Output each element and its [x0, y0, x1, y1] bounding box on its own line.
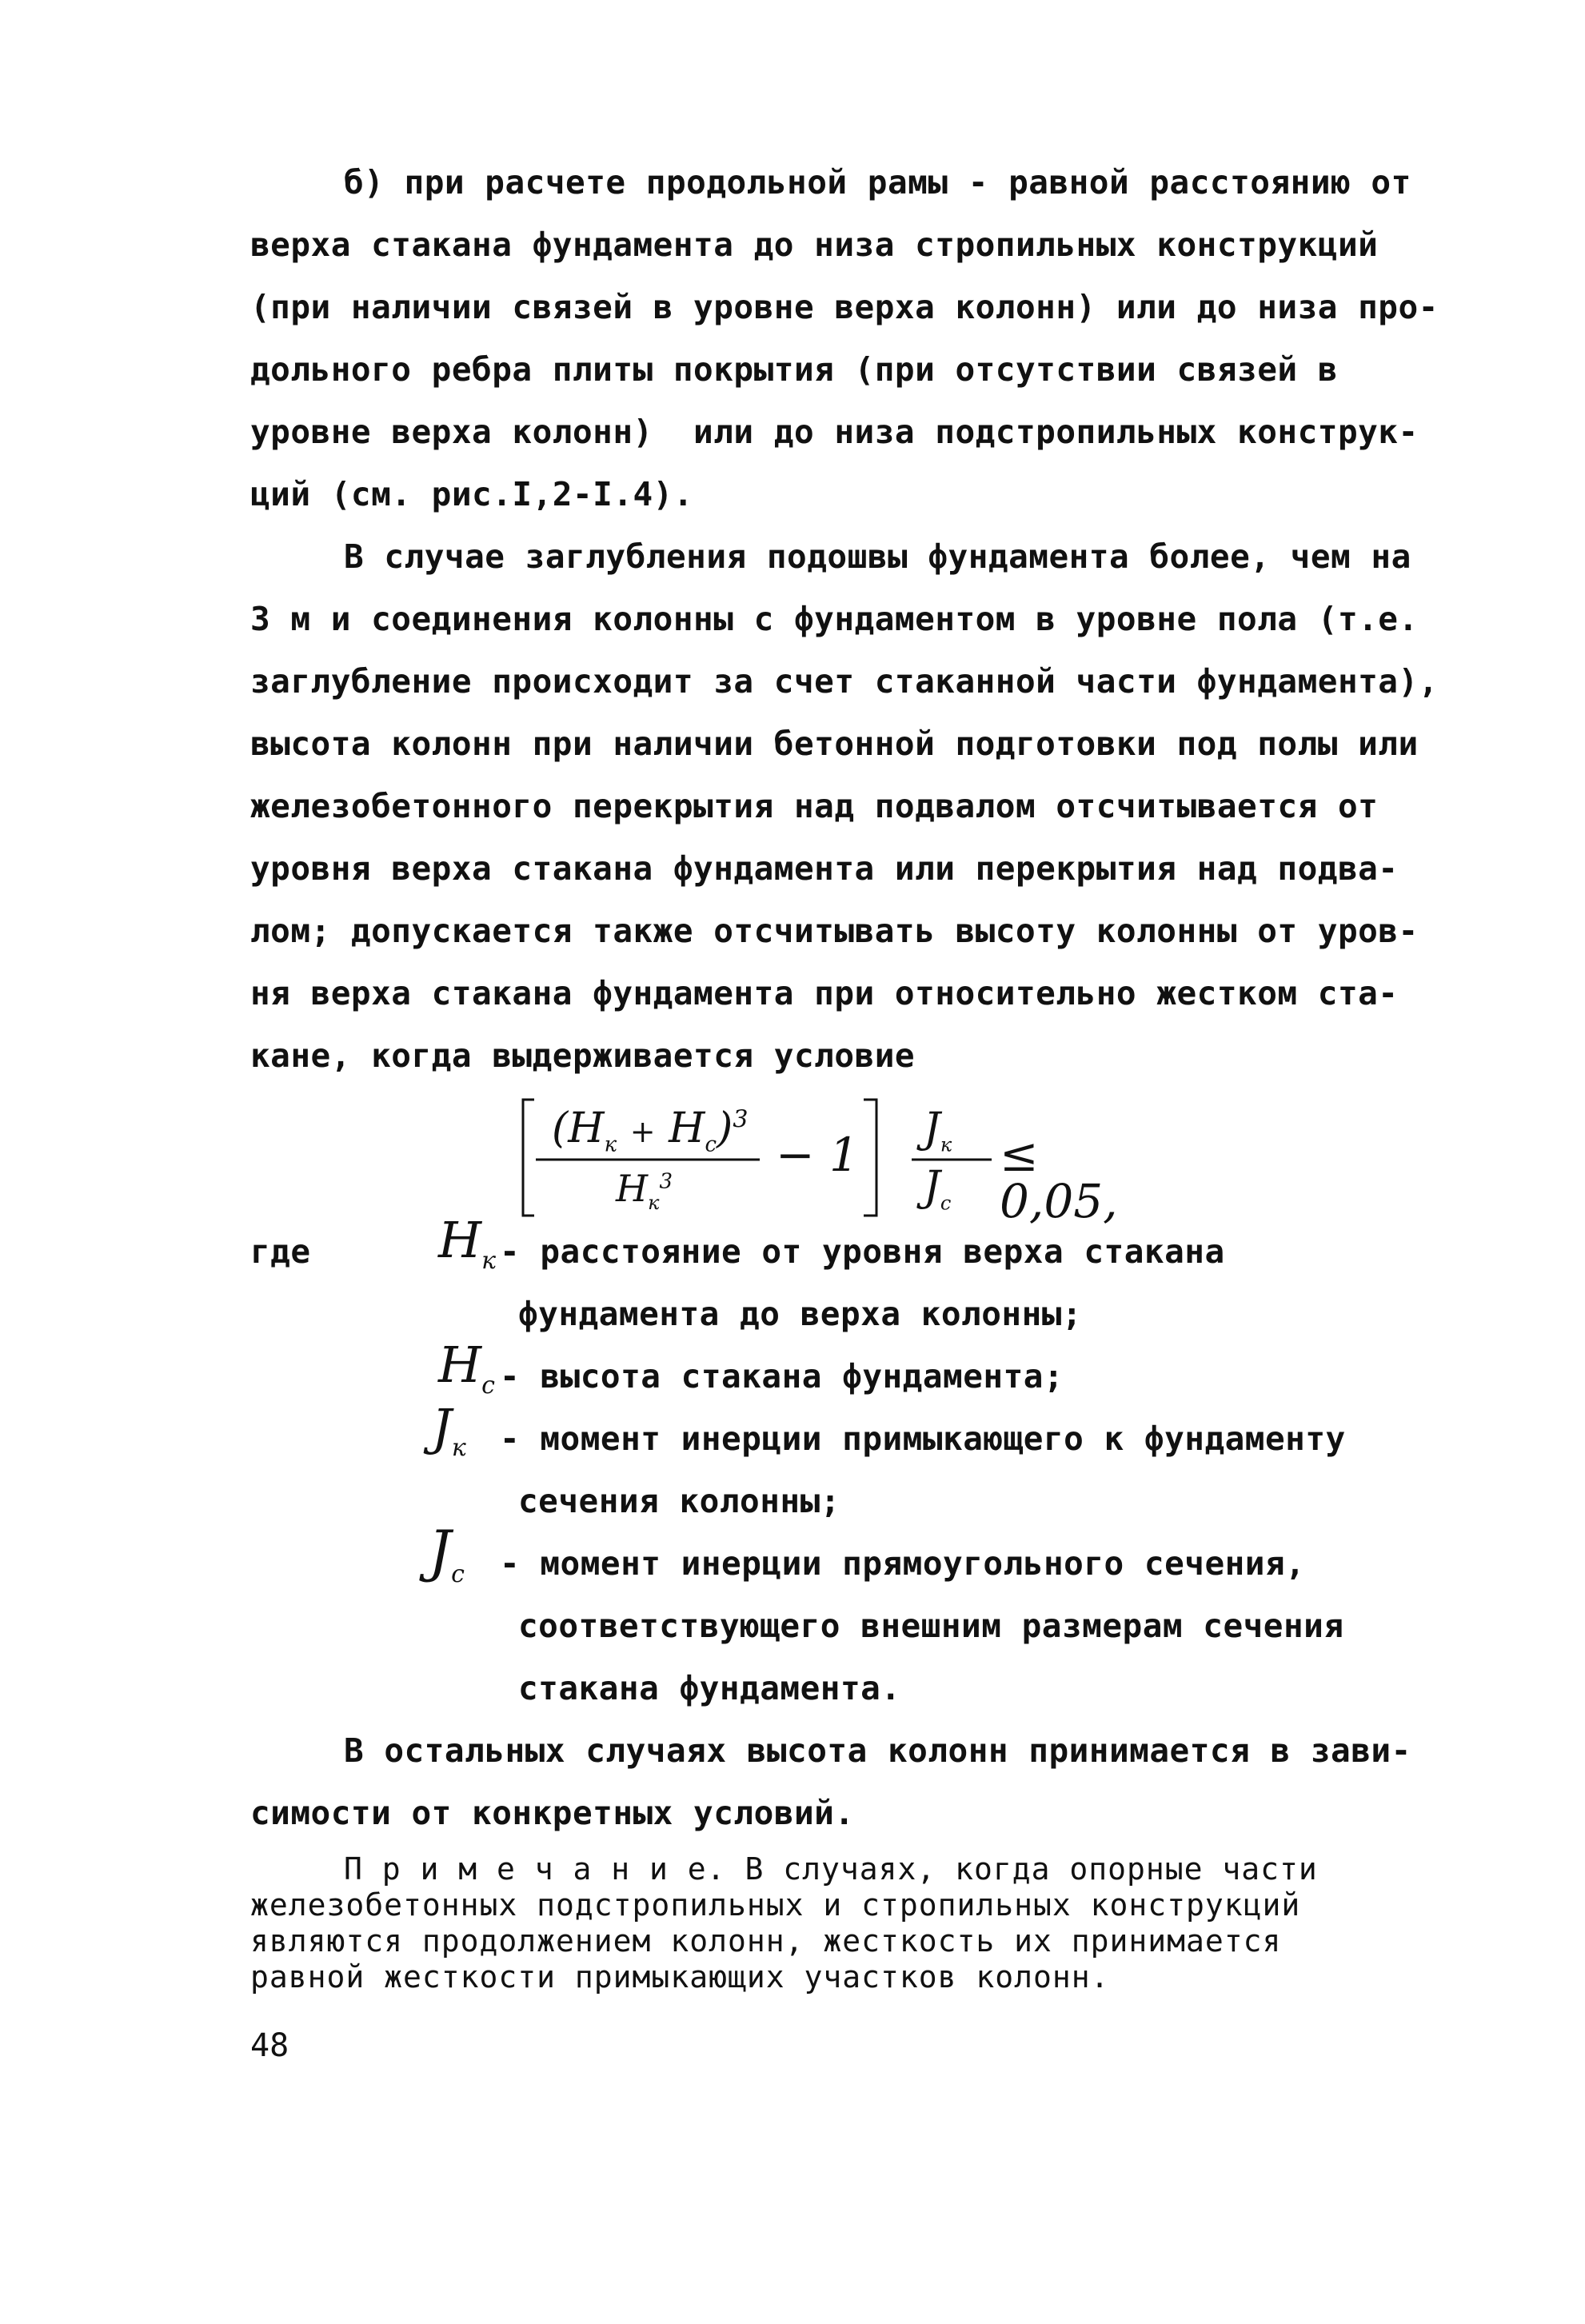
- text-line: уровня верха стакана фундамента или перекрытия над подва-: [250, 849, 1399, 888]
- text-line: 3 м и соединения колонны с фундаментом в уровне пола (т.е.: [250, 600, 1419, 638]
- text-line: железобетонного перекрытия над подвалом отсчитывается от: [250, 787, 1379, 825]
- condition-formula: $(H_к + H_с)^3$ $H_к^3$ − 1 $J_к$ $J_с$ ≤ 0,05,: [512, 1084, 1136, 1228]
- symbol-hc: $H_с$: [438, 1336, 495, 1400]
- text-line: фундамента до верха колонны;: [518, 1295, 1083, 1333]
- symbol-jc: $J_с$: [429, 1519, 465, 1588]
- text-line: симости от конкретных условий.: [250, 1794, 855, 1832]
- text-line: - высота стакана фундамента;: [500, 1357, 1064, 1396]
- text-line: ня верха стакана фундамента при относительно жестком ста-: [250, 974, 1399, 1012]
- text-line: - расстояние от уровня верха стакана: [500, 1232, 1225, 1271]
- text-line: - момент инерции примыкающего к фундаменту: [500, 1420, 1346, 1458]
- note-line: равной жесткости примыкающих участков колонн.: [250, 1959, 1110, 1995]
- text-line: уровне верха колонн) или до низа подстропильных конструк-: [250, 413, 1419, 451]
- symbol-jk: $J_к$: [432, 1398, 466, 1462]
- text-line: соответствующего внешним размерам сечения: [518, 1607, 1344, 1645]
- text-line: сечения колонны;: [518, 1482, 840, 1520]
- text-line: (при наличии связей в уровне верха колонн) или до низа про-: [250, 288, 1439, 326]
- text-line: лом; допускается также отсчитывать высоту колонны от уров-: [250, 912, 1419, 950]
- text-line: В остальных случаях высота колонн принимается в зави-: [344, 1731, 1411, 1770]
- text-line: стакана фундамента.: [518, 1669, 901, 1707]
- text-line: высота колонн при наличии бетонной подготовки под полы или: [250, 725, 1419, 763]
- text-line: ций (см. рис.I,2-I.4).: [250, 475, 694, 513]
- text-line: В случае заглубления подошвы фундамента более, чем на: [344, 537, 1411, 576]
- text-line: б) при расчете продольной рамы - равной расстоянию от: [344, 163, 1411, 202]
- symbol-hk: $H_к$: [438, 1211, 496, 1275]
- note-line: П р и м е ч а н и е. В случаях, когда опорные части: [344, 1851, 1318, 1887]
- note-line: железобетонных подстропильных и стропильных конструкций: [250, 1887, 1301, 1923]
- text-line: заглубление происходит за счет стаканной части фундамента),: [250, 662, 1439, 701]
- page-number: 48: [250, 2027, 289, 2064]
- note-line: являются продолжением колонн, жесткость их принимается: [250, 1923, 1282, 1959]
- text-line: дольного ребра плиты покрытия (при отсутствии связей в: [250, 350, 1338, 389]
- text-line: - момент инерции прямоугольного сечения,: [500, 1544, 1306, 1583]
- note-label: П р и м е ч а н и е.: [344, 1851, 726, 1887]
- text-line: верха стакана фундамента до низа стропильных конструкций: [250, 226, 1379, 264]
- text-line: кане, когда выдерживается условие: [250, 1036, 916, 1075]
- where-label: где: [250, 1232, 311, 1271]
